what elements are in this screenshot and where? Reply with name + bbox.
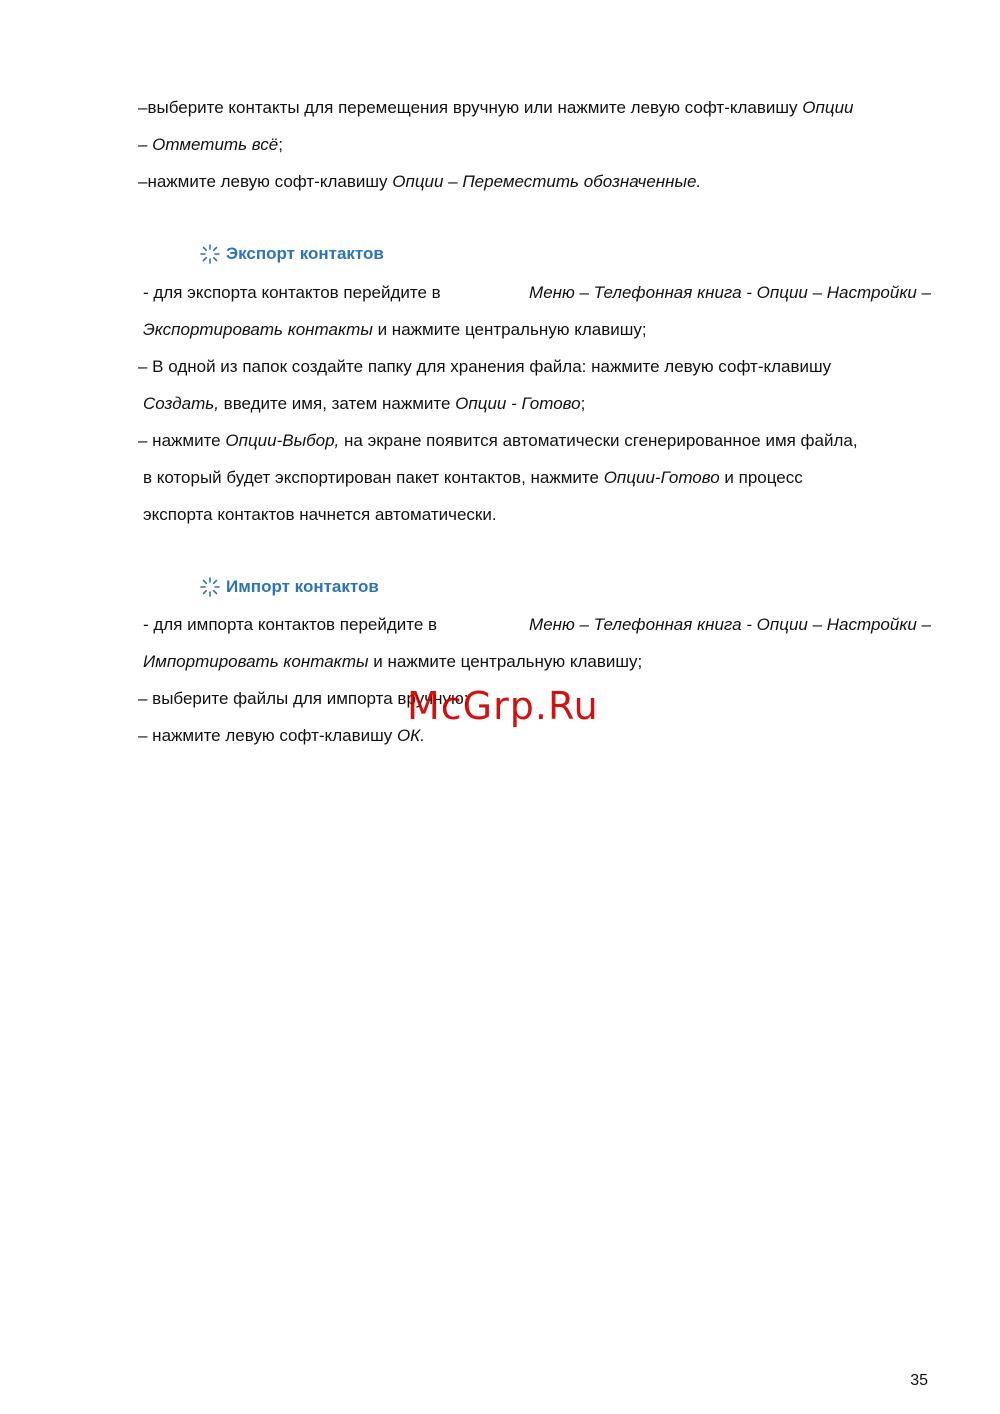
watermark: McGrp.Ru [407,684,599,728]
page-number: 35 [910,1372,928,1389]
text-line: – нажмите левую софт-клавишу ОК. [138,726,425,745]
section-heading-import [200,577,379,597]
text-line: в который будет экспортирован пакет контактов, нажмите Опции-Готово и процесс [143,468,803,487]
heading-text: Импорт контактов [226,577,379,596]
sparkle-icon [200,577,220,597]
text-line: - для экспорта контактов перейдите в Меню – Телефонная книга - Опции – Настройки – [143,283,931,302]
section-heading-export [200,244,384,264]
text-line: –нажмите левую софт-клавишу Опции – Переместить обозначенные. [138,172,702,191]
sparkle-icon [200,244,220,264]
text-line: – В одной из папок создайте папку для хранения файла: нажмите левую софт-клавишу [138,357,832,376]
text-line: Создать, введите имя, затем нажмите Опции - Готово; [143,394,586,413]
text-line: Импортировать контакты и нажмите центральную клавишу; [143,652,643,671]
heading-text: Экспорт контактов [226,244,384,263]
text-line: – выберите файлы для импорта вручную; [138,689,469,708]
text-line: – Отметить всё; [138,135,283,154]
text-line: экспорта контактов начнется автоматически. [143,505,497,524]
text-line: –выберите контакты для перемещения вручную или нажмите левую софт-клавишу Опции [138,98,854,117]
text-line: – нажмите Опции-Выбор, на экране появится автоматически сгенерированное имя файла, [138,431,858,450]
text-line: - для импорта контактов перейдите в Меню – Телефонная книга - Опции – Настройки – [143,615,931,634]
text-line: Экспортировать контакты и нажмите центральную клавишу; [143,320,647,339]
